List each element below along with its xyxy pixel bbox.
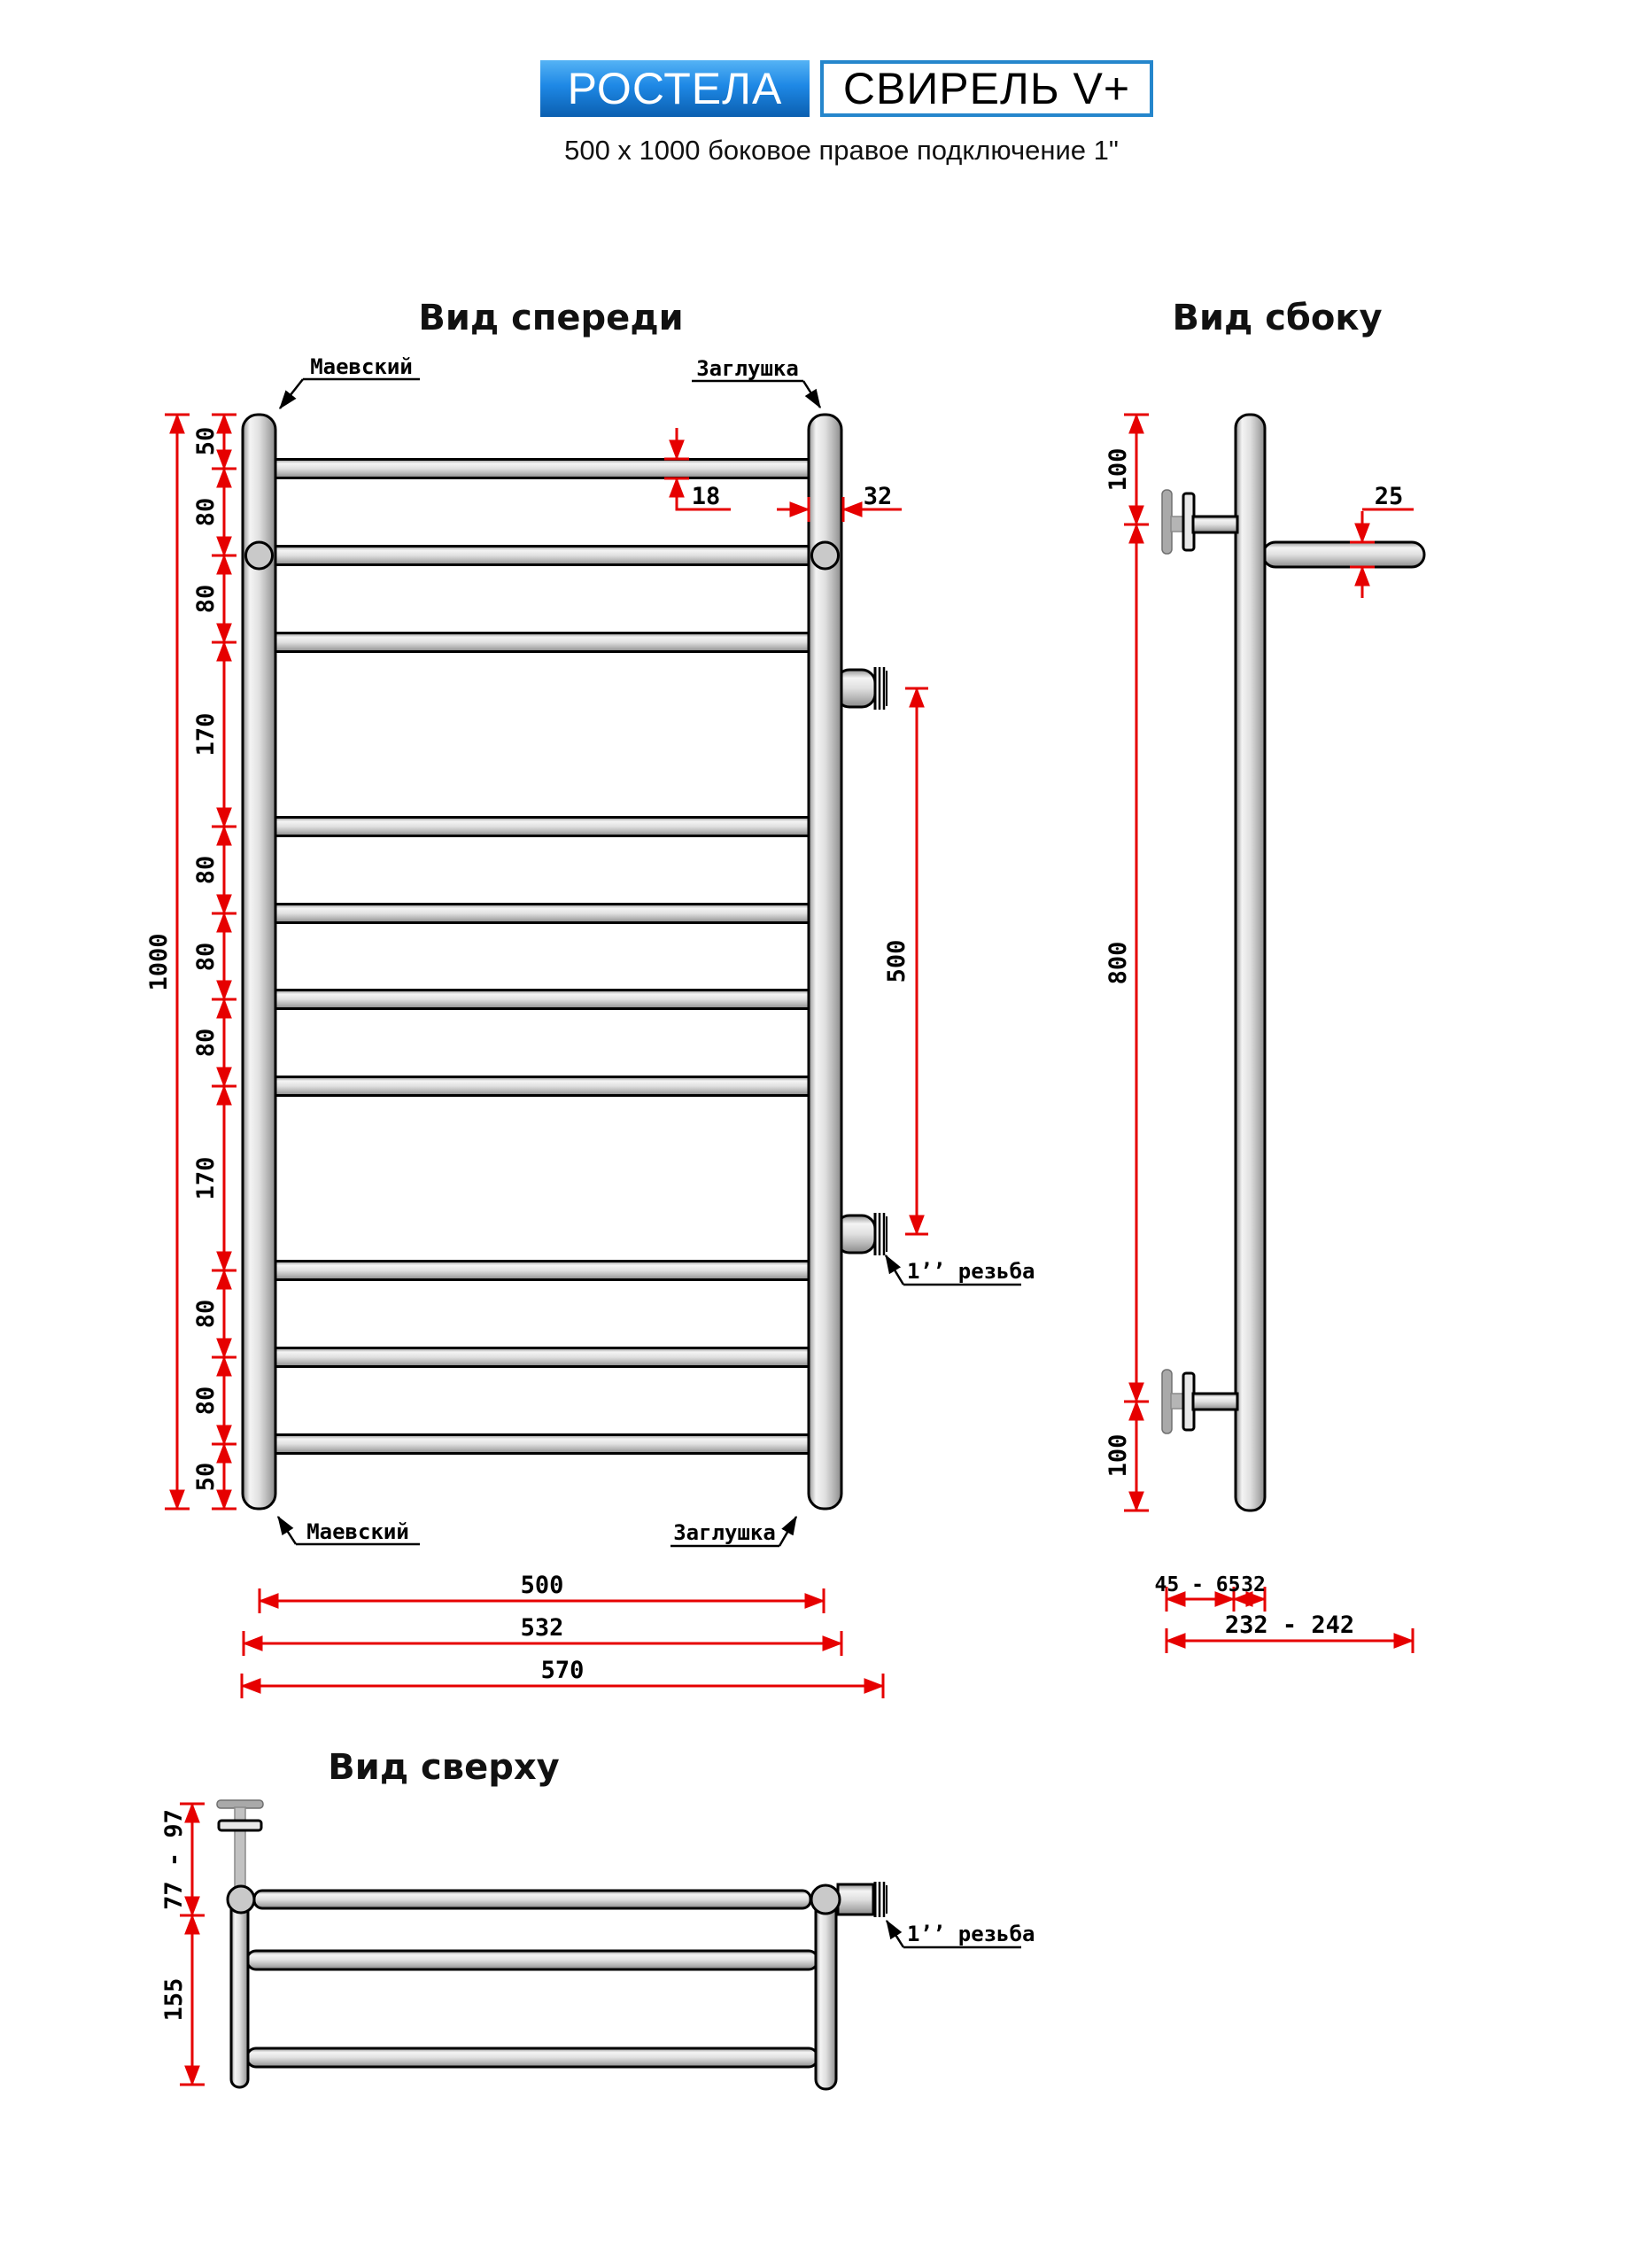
top-view (160, 1747, 1035, 2089)
bracket-spacing-value: 800 (1105, 941, 1132, 985)
lower-connection (836, 1213, 887, 1255)
model-text: СВИРЕЛЬ V+ (842, 64, 1131, 113)
side-view-title: Вид сбоку (1172, 298, 1383, 338)
rung-8 (262, 1262, 822, 1280)
side-view (1105, 298, 1424, 1653)
post-diameter-value: 32 (863, 483, 893, 510)
rung-4 (262, 818, 822, 836)
chain-value: 50 (192, 426, 220, 456)
side-rung-diameter-value: 25 (1374, 483, 1404, 510)
chain-value: 80 (192, 497, 220, 527)
dim-height-total (145, 415, 190, 1509)
front-view-title: Вид спереди (418, 298, 684, 338)
dim-side-rung-diameter (1350, 483, 1414, 598)
thread-label-front: 1’’ резьба (907, 1259, 1035, 1284)
rung-3 (262, 633, 822, 652)
maevsky-top-label: Маевский (310, 354, 413, 379)
top-body (217, 1800, 887, 2089)
right-ball-joint (812, 542, 839, 569)
plug-top-label: Заглушка (696, 356, 799, 381)
dim-width-outer (244, 1614, 841, 1656)
dim-connection-spacing (883, 688, 928, 1234)
top-view-title: Вид сверху (328, 1747, 560, 1788)
rung-6 (262, 990, 822, 1009)
bottom-offset-value: 100 (1105, 1433, 1132, 1478)
left-post (243, 415, 275, 1509)
top-bar-rear (254, 1891, 810, 1908)
front-view (145, 298, 1035, 1698)
top-thread-label (887, 1921, 1035, 1947)
chain-value: 80 (192, 1299, 220, 1329)
dim-total-depth (1167, 1612, 1413, 1653)
front-ladder (243, 415, 887, 1509)
width-center-value: 500 (520, 1572, 564, 1599)
wall-to-post-value: 77 - 97 (160, 1809, 188, 1910)
height-total-value: 1000 (145, 933, 173, 991)
width-total-value: 570 (540, 1657, 585, 1684)
right-post (809, 415, 841, 1509)
total-depth-value: 232 - 242 (1224, 1612, 1355, 1639)
top-offset-value: 100 (1105, 447, 1132, 492)
rung-2 (262, 547, 822, 565)
chain-value: 80 (192, 942, 220, 972)
top-bracket (1162, 490, 1237, 554)
plug-bottom-label: Заглушка (673, 1520, 776, 1545)
depth-value: 155 (160, 1977, 188, 2022)
bottom-bracket (1162, 1370, 1237, 1433)
top-view-connection (838, 1882, 887, 1917)
chain-value: 170 (192, 712, 220, 757)
connection-spacing-value: 500 (883, 939, 911, 983)
rung-7 (262, 1077, 822, 1096)
shelf-arm-side (1263, 542, 1424, 567)
dim-bracket-depth (1155, 1573, 1241, 1612)
maevsky-bottom-label: Маевский (306, 1519, 409, 1544)
side-body (1162, 415, 1424, 1511)
rung-9 (262, 1348, 822, 1367)
bracket-depth-value: 45 - 65 (1154, 1573, 1241, 1596)
dim-side-vertical (1105, 415, 1149, 1511)
dim-height-chain (192, 415, 236, 1509)
top-view-bracket (217, 1800, 263, 1887)
top-bar-front (247, 2048, 818, 2067)
right-depth-arm (816, 1899, 836, 2089)
dim-width-total (242, 1657, 883, 1698)
dim-top-depths (160, 1804, 205, 2085)
chain-value: 80 (192, 1386, 220, 1416)
chain-value: 170 (192, 1156, 220, 1200)
brand-text: РОСТЕЛА (567, 64, 783, 113)
rung-5 (262, 905, 822, 923)
chain-value: 80 (192, 584, 220, 614)
side-post (1236, 415, 1265, 1511)
top-right-ball-joint (811, 1885, 840, 1914)
rung-1 (262, 460, 822, 478)
left-depth-arm (231, 1899, 248, 2087)
drawing-subtitle: 500 x 1000 боковое правое подключение 1" (564, 135, 1119, 166)
upper-connection (836, 667, 887, 710)
rung-diameter-value: 18 (691, 483, 721, 510)
width-outer-value: 532 (520, 1614, 564, 1642)
left-ball-joint (246, 542, 273, 569)
chain-value: 80 (192, 1028, 220, 1058)
thread-label-top: 1’’ резьба (907, 1922, 1035, 1946)
rung-10 (262, 1435, 822, 1454)
top-left-ball-joint (228, 1886, 254, 1913)
dim-width-center (260, 1572, 824, 1613)
chain-value: 80 (192, 855, 220, 885)
top-bar-middle (247, 1951, 818, 1969)
side-post-diameter-value: 32 (1241, 1573, 1266, 1596)
chain-value: 50 (192, 1462, 220, 1492)
